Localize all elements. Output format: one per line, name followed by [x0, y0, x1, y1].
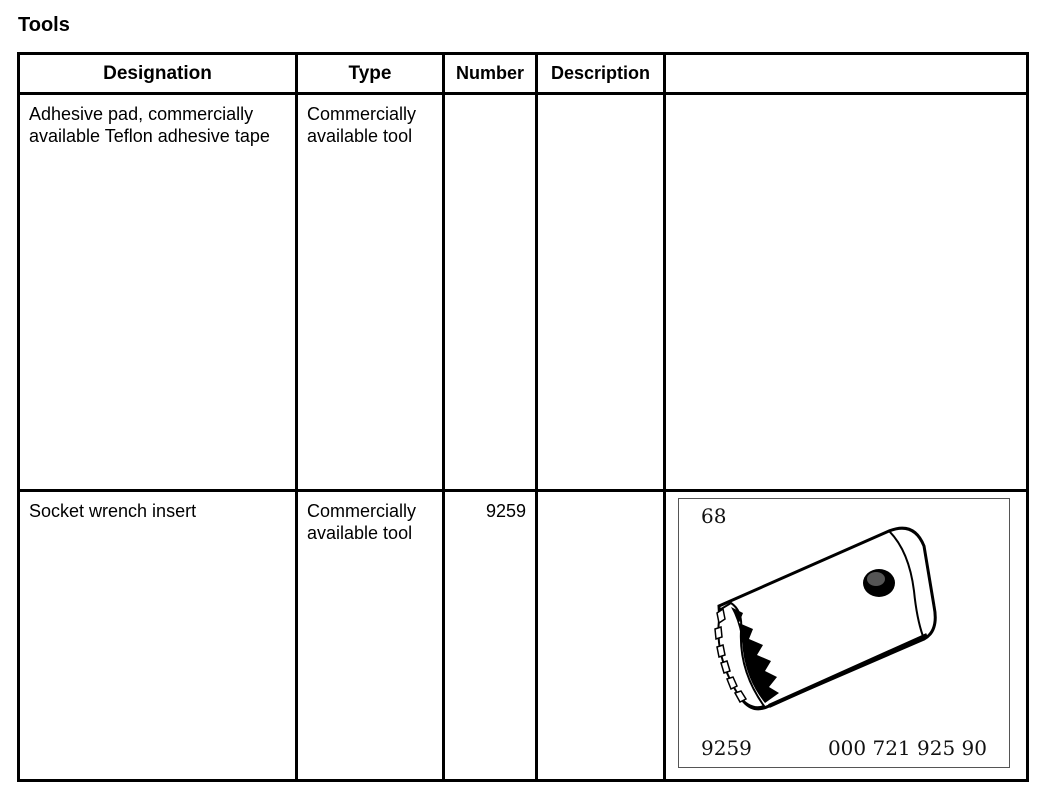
cell-type: Commercially available tool	[297, 491, 444, 781]
figure-part-number: 000 721 925 90	[827, 736, 987, 760]
cell-type: Commercially available tool	[297, 94, 444, 491]
cell-number	[444, 94, 537, 491]
cell-designation: Adhesive pad, commercially available Teflon adhesive tape	[19, 94, 297, 491]
page-title: Tools	[18, 14, 70, 36]
figure-tool-number: 9259	[701, 736, 752, 760]
header-type: Type	[297, 54, 444, 94]
cell-number: 9259	[444, 491, 537, 781]
cell-description	[537, 94, 665, 491]
tools-table	[17, 52, 1029, 782]
header-description: Description	[537, 54, 665, 94]
header-number: Number	[444, 54, 537, 94]
table-header-row	[19, 54, 1028, 94]
cell-description	[537, 491, 665, 781]
cell-designation: Socket wrench insert	[19, 491, 297, 781]
figure-ref-number: 68	[701, 504, 727, 528]
table-row	[19, 491, 1028, 781]
cell-image	[665, 94, 1028, 491]
cell-image	[665, 491, 1028, 781]
header-image	[665, 54, 1028, 94]
tool-figure	[678, 498, 1010, 768]
socket-wrench-insert-icon	[709, 521, 959, 721]
table-row	[19, 94, 1028, 491]
header-designation: Designation	[19, 54, 297, 94]
